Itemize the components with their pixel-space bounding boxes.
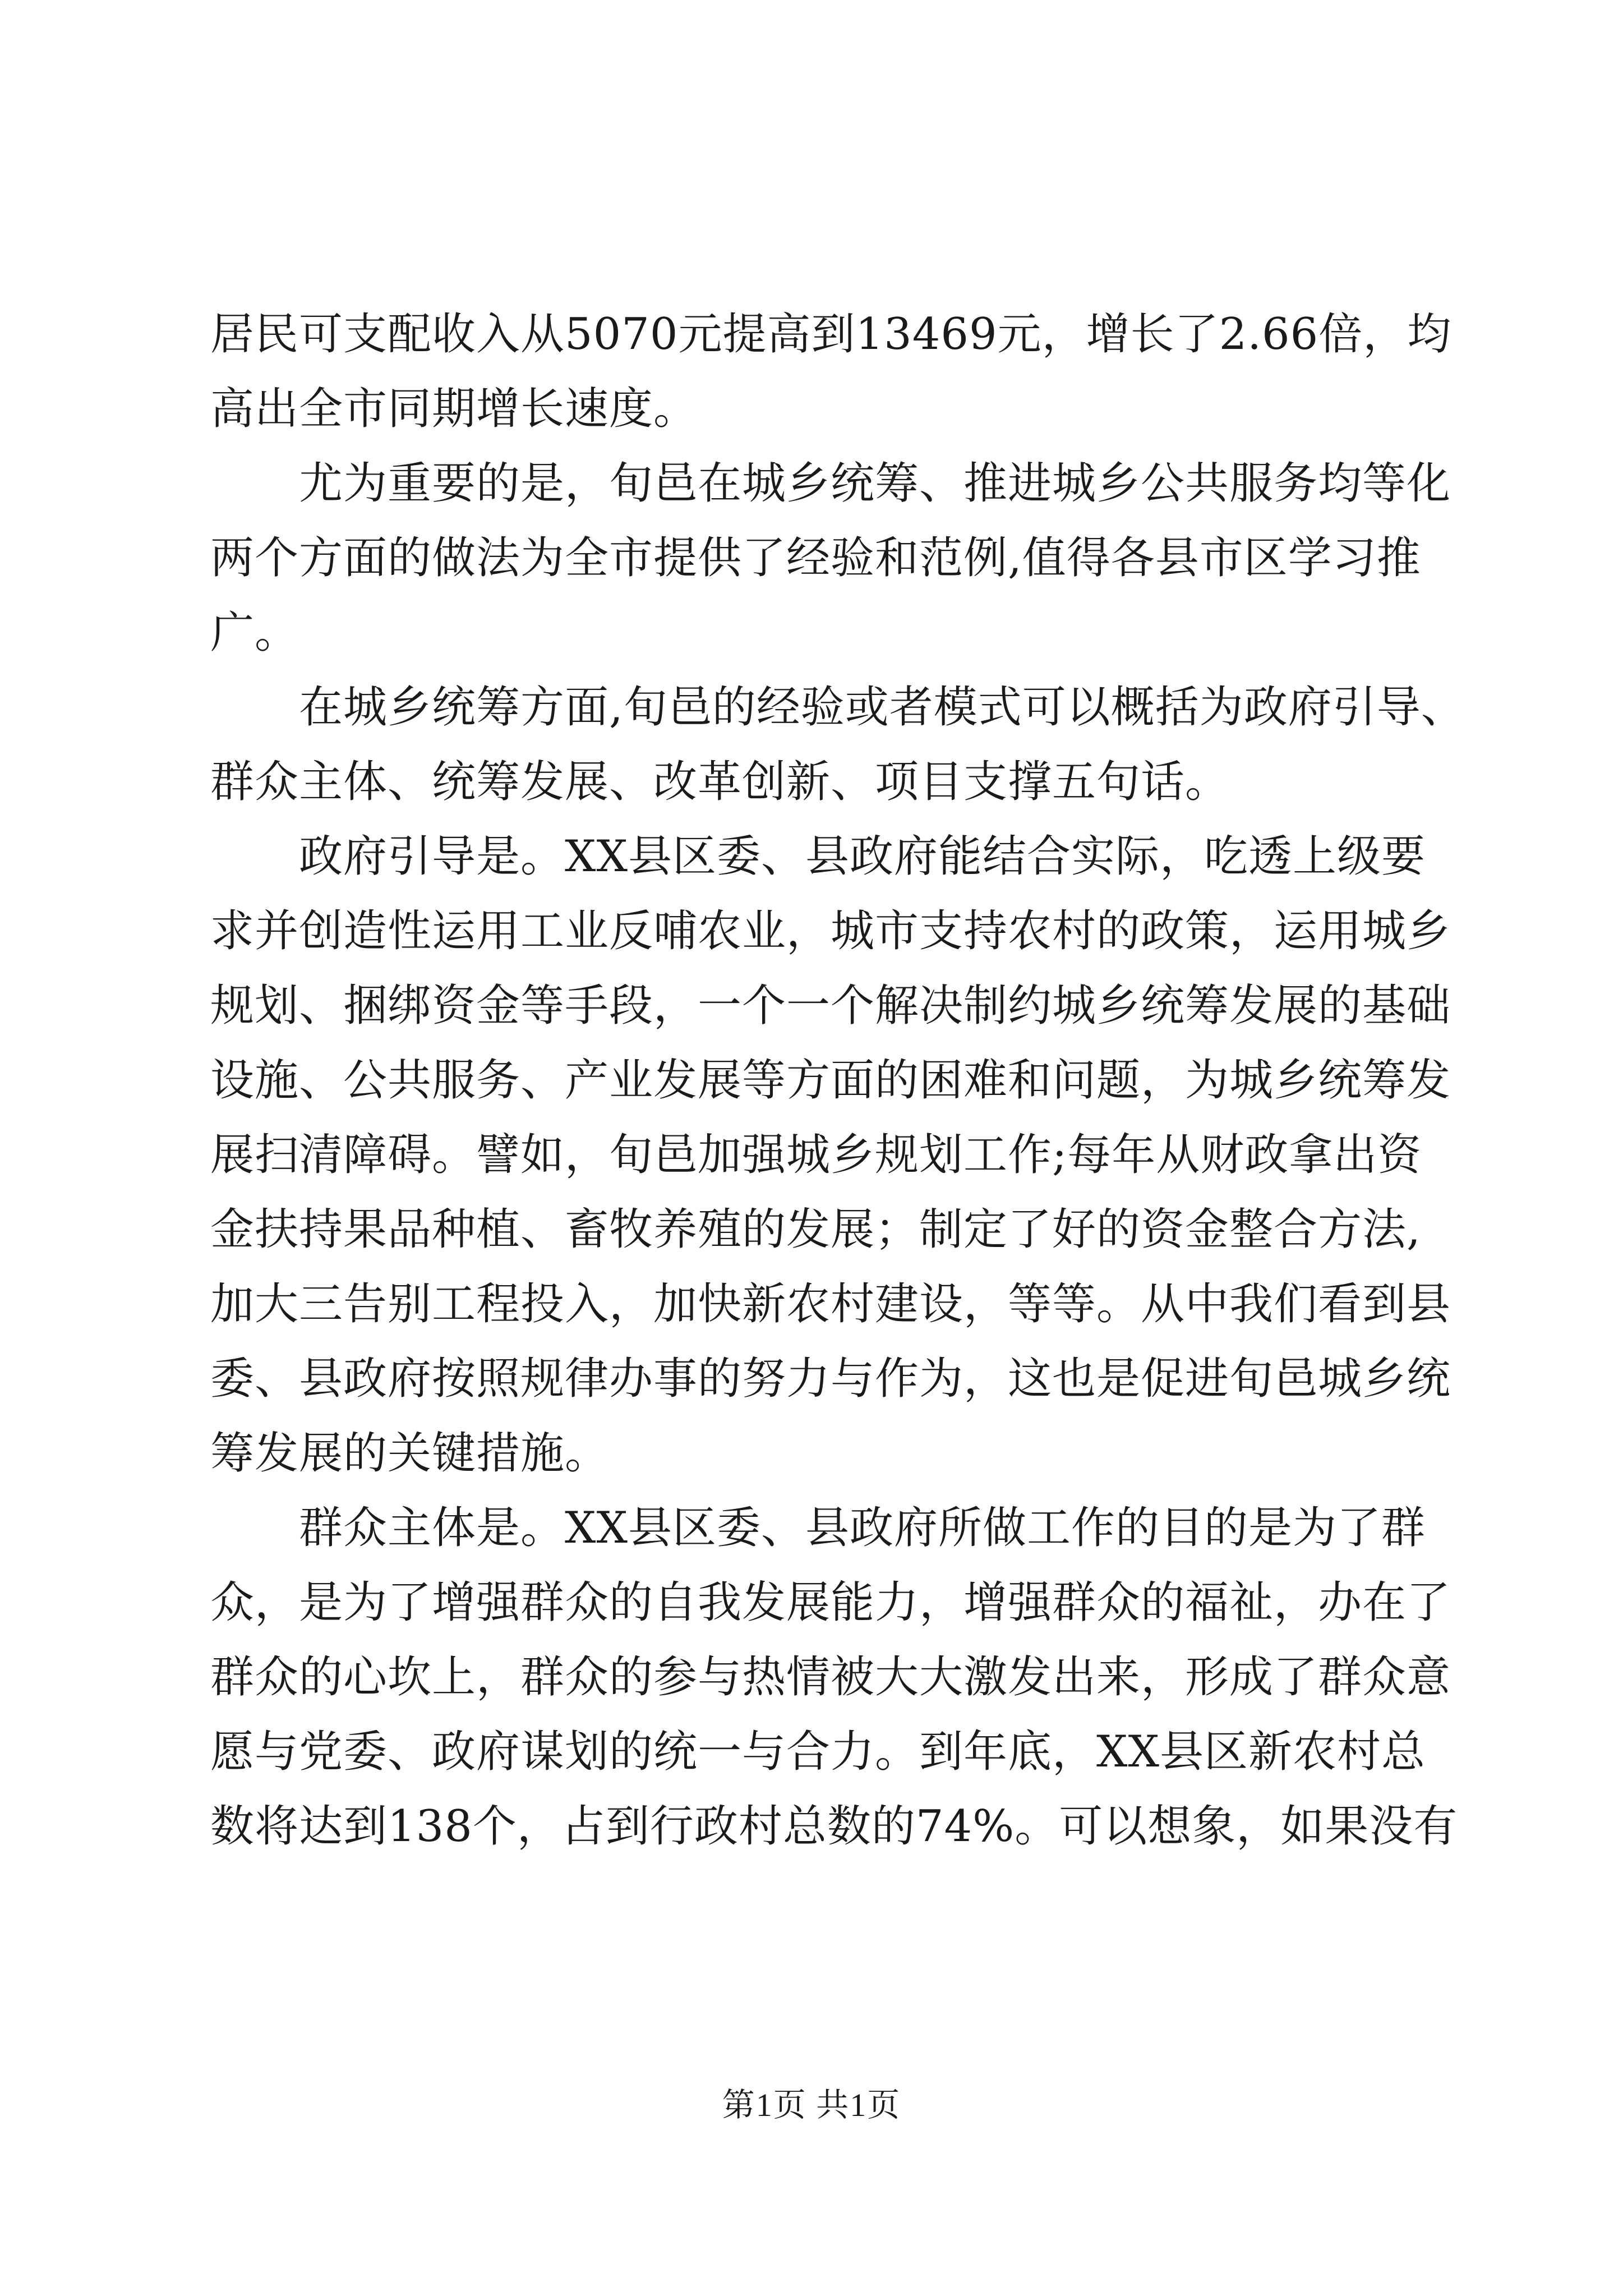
- text-line: 设施、公共服务、产业发展等方面的困难和问题，为城乡统筹发: [210, 1055, 1451, 1106]
- text-line: 群众的心坎上，群众的参与热情被大大激发出来，形成了群众意: [210, 1652, 1451, 1703]
- text-line: 高出全市同期增长速度。: [210, 384, 698, 434]
- text-line: 两个方面的做法为全市提供了经验和范例,值得各县市区学习推: [210, 533, 1421, 583]
- page-footer: 第1页 共1页: [722, 2087, 901, 2123]
- text-line: 广。: [210, 608, 299, 658]
- text-line: 数将达到138个，占到行政村总数的74%。可以想象，如果没有: [210, 1801, 1458, 1852]
- document-body: [210, 297, 1465, 1864]
- text-line: 群众主体是。XX县区委、县政府所做工作的目的是为了群: [299, 1503, 1426, 1553]
- text-line: 尤为重要的是，旬邑在城乡统筹、推进城乡公共服务均等化: [299, 458, 1451, 509]
- text-line: 群众主体、统筹发展、改革创新、项目支撑五句话。: [210, 757, 1230, 807]
- text-line: 求并创造性运用工业反哺农业，城市支持农村的政策，运用城乡: [210, 906, 1451, 956]
- text-line: 金扶持果品种植、畜牧养殖的发展；制定了好的资金整合方法,: [210, 1204, 1421, 1255]
- text-line: 政府引导是。XX县区委、县政府能结合实际，吃透上级要: [299, 831, 1426, 882]
- text-line: 筹发展的关键措施。: [210, 1428, 610, 1479]
- text-line: 众，是为了增强群众的自我发展能力，增强群众的福祉，办在了: [210, 1577, 1451, 1628]
- text-line: 委、县政府按照规律办事的努力与作为，这也是促进旬邑城乡统: [210, 1354, 1451, 1404]
- text-line: 规划、捆绑资金等手段，一个一个解决制约城乡统筹发展的基础: [210, 981, 1451, 1031]
- text-line: 愿与党委、政府谋划的统一与合力。到年底，XX县区新农村总: [210, 1727, 1426, 1777]
- text-line: 在城乡统筹方面,旬邑的经验或者模式可以概括为政府引导、: [299, 682, 1465, 733]
- text-line: 加大三告别工程投入，加快新农村建设，等等。从中我们看到县: [210, 1279, 1451, 1329]
- text-line: 居民可支配收入从5070元提高到13469元，增长了2.66倍，均: [210, 309, 1452, 360]
- text-line: 展扫清障碍。譬如，旬邑加强城乡规划工作;每年从财政拿出资: [210, 1130, 1422, 1180]
